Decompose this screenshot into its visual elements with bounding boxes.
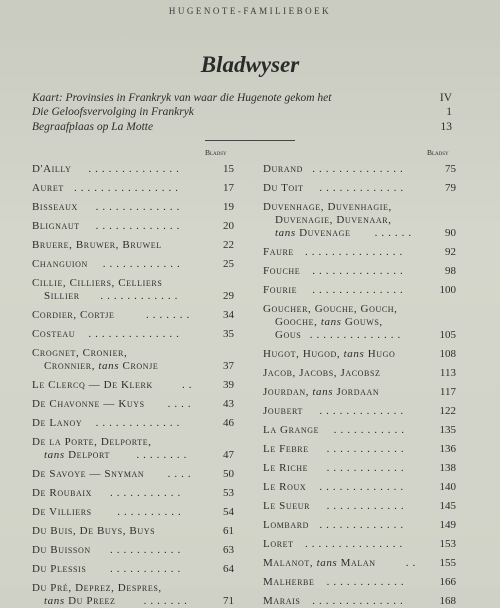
dot-leader: ............ (102, 258, 184, 270)
entry-name: Du Plessis (32, 563, 87, 575)
dot-leader: ............ (326, 462, 408, 474)
entry-name: Jacob, Jacobs, Jacobsz (263, 367, 381, 379)
dot-leader: ........... (110, 544, 185, 556)
page-number: 113 (439, 367, 456, 379)
entry-name: Malanot, tans Malan (263, 557, 376, 569)
page-number: 108 (439, 348, 456, 360)
dot-leader: ............. (319, 405, 408, 417)
entry-name: tans Du Preez (44, 595, 116, 607)
page-number: 138 (439, 462, 456, 474)
page-number: 53 (223, 487, 234, 499)
entry-name: Jourdan, tans Jordaan (263, 386, 380, 398)
page-number: 75 (445, 163, 456, 175)
page-number: 149 (439, 519, 456, 531)
front-matter-page: 1 (446, 106, 452, 118)
dot-leader: .............. (312, 595, 407, 607)
dot-leader: ....... (146, 309, 194, 321)
entry-name: De Roubaix (32, 487, 93, 499)
entry-name: Cronnier, tans Cronje (44, 360, 159, 372)
entry-name: Faure (263, 246, 294, 258)
page-number: 20 (223, 220, 234, 232)
entry-name: Fouche (263, 265, 301, 277)
front-matter-label: Begraafplaas op La Motte (32, 121, 154, 133)
dot-leader: ............ (326, 443, 408, 455)
page-number: 17 (223, 182, 234, 194)
entry-name: Duvenhage, Duvenhagie, (263, 201, 392, 213)
front-matter-item (32, 92, 452, 106)
page-number: 46 (223, 417, 234, 429)
entry-name: Durand (263, 163, 303, 175)
entry-name: De la Porte, Delporte, (32, 436, 152, 448)
page-number: 61 (223, 525, 234, 537)
entry-name: Du Pré, Deprez, Despres, (32, 582, 162, 594)
entry-name: Bisseaux (32, 201, 78, 213)
page-number: 135 (439, 424, 456, 436)
page-number: 50 (223, 468, 234, 480)
page-number: 63 (223, 544, 234, 556)
entry-name: Crognet, Cronier, (32, 347, 128, 359)
entry-name: Bruere, Bruwer, Bruwel (32, 239, 162, 251)
page-number: 25 (223, 258, 234, 270)
page-number: 117 (439, 386, 456, 398)
front-matter-label: Die Geloofsvervolging in Frankryk (32, 106, 194, 118)
divider-rule (205, 140, 295, 141)
entry-name: Malherbe (263, 576, 315, 588)
entry-name: De Chavonne — Kuys (32, 398, 145, 410)
left-column-header: Bladsy (205, 148, 227, 157)
entry-name: Le Febre (263, 443, 309, 455)
page-number: 145 (439, 500, 456, 512)
entry-name: D'Ailly (32, 163, 72, 175)
entry-name: Costeau (32, 328, 76, 340)
entry-name: Blignaut (32, 220, 80, 232)
entry-name: Changuion (32, 258, 88, 270)
dot-leader: ................ (74, 182, 182, 194)
dot-leader: ...... (374, 227, 416, 239)
entry-name: Du Buisson (32, 544, 91, 556)
entry-name: Gooche, tans Gouws, (275, 316, 383, 328)
right-column-header: Bladsy (427, 148, 449, 157)
dot-leader: ............. (95, 417, 184, 429)
page-number: 79 (445, 182, 456, 194)
entry-name: Loret (263, 538, 294, 550)
dot-leader: ............. (319, 182, 408, 194)
entry-name: tans Duvenage (275, 227, 351, 239)
entry-name: Le Riche (263, 462, 309, 474)
page-number: 15 (223, 163, 234, 175)
dot-leader: .............. (309, 329, 405, 341)
entry-name: De Lanoy (32, 417, 83, 429)
dot-leader: ............. (95, 201, 184, 213)
entry-name: Le Roux (263, 481, 307, 493)
page-number: 105 (439, 329, 456, 341)
running-head: HUGENOTE-FAMILIEBOEK (168, 6, 332, 16)
entry-name: Cordier, Cortje (32, 309, 115, 321)
page-title: Bladwyser (200, 52, 300, 77)
entry-name: De Villiers (32, 506, 92, 518)
page-number: 47 (223, 449, 234, 461)
entry-name: Du Buis, De Buys, Buys (32, 525, 156, 537)
page-number: 19 (223, 201, 234, 213)
page-number: 43 (223, 398, 234, 410)
dot-leader: ............... (305, 246, 407, 258)
dot-leader: .. (182, 379, 196, 391)
entry-name: Duvenagie, Duvenaar, (275, 214, 392, 226)
front-matter-page: 13 (440, 121, 452, 133)
page-number: 140 (439, 481, 456, 493)
page-number: 22 (223, 239, 234, 251)
entry-name: Le Clercq — De Klerk (32, 379, 153, 391)
dot-leader: ............ (326, 576, 408, 588)
page-number: 153 (439, 538, 456, 550)
entry-name: Auret (32, 182, 64, 194)
dot-leader: ............ (100, 290, 182, 302)
entry-name: De Savoye — Snyman (32, 468, 145, 480)
entry-name: Cillie, Cilliers, Celliers (32, 277, 163, 289)
dot-leader: .............. (88, 163, 183, 175)
entry-name: Le Sueur (263, 500, 311, 512)
page-number: 100 (439, 284, 456, 296)
dot-leader: .... (167, 398, 195, 410)
page-number: 54 (223, 506, 234, 518)
entry-name: Gous (275, 329, 302, 341)
page-number: 166 (439, 576, 456, 588)
dot-leader: ........... (110, 487, 185, 499)
front-matter-label: Kaart: Provinsies in Frankryk van waar die Hugenote gekom het (32, 92, 332, 104)
dot-leader: .............. (312, 163, 407, 175)
entry-name: Joubert (263, 405, 304, 417)
page-number: 37 (223, 360, 234, 372)
page-number: 92 (445, 246, 456, 258)
dot-leader: .............. (312, 265, 407, 277)
front-matter-item (32, 106, 452, 120)
page-number: 136 (439, 443, 456, 455)
dot-leader: ............... (305, 538, 407, 550)
dot-leader: .............. (312, 284, 407, 296)
page-number: 168 (439, 595, 456, 607)
entry-name: tans Delport (44, 449, 110, 461)
dot-leader: ............. (319, 481, 408, 493)
dot-leader: .......... (117, 506, 185, 518)
page-number: 34 (223, 309, 234, 321)
dot-leader: ........... (110, 563, 185, 575)
page-number: 98 (445, 265, 456, 277)
dot-leader: .. (405, 557, 420, 569)
dot-leader: ........... (333, 424, 409, 436)
entry-name: Marais (263, 595, 301, 607)
entry-name: Sillier (44, 290, 80, 302)
entry-name: Goucher, Gouche, Gouch, (263, 303, 398, 315)
dot-leader: ............ (326, 500, 408, 512)
page-number: 155 (439, 557, 456, 569)
page-number: 29 (223, 290, 234, 302)
page-number: 35 (223, 328, 234, 340)
page-number: 122 (439, 405, 456, 417)
page-number: 90 (445, 227, 456, 239)
dot-leader: .... (167, 468, 195, 480)
entry-name: Hugot, Hugod, tans Hugo (263, 348, 396, 360)
front-matter-page: IV (439, 92, 452, 104)
entry-name: Fourie (263, 284, 298, 296)
dot-leader: ............. (319, 519, 408, 531)
entry-name: Du Toit (263, 182, 304, 194)
dot-leader: ........ (136, 449, 191, 461)
dot-leader: ............. (95, 220, 184, 232)
entry-name: Lombard (263, 519, 310, 531)
dot-leader: ....... (143, 595, 191, 607)
page-number: 39 (223, 379, 234, 391)
entry-name: La Grange (263, 424, 320, 436)
front-matter-item (32, 121, 452, 135)
page-number: 71 (223, 595, 234, 607)
page-number: 64 (223, 563, 234, 575)
dot-leader: .............. (88, 328, 183, 340)
